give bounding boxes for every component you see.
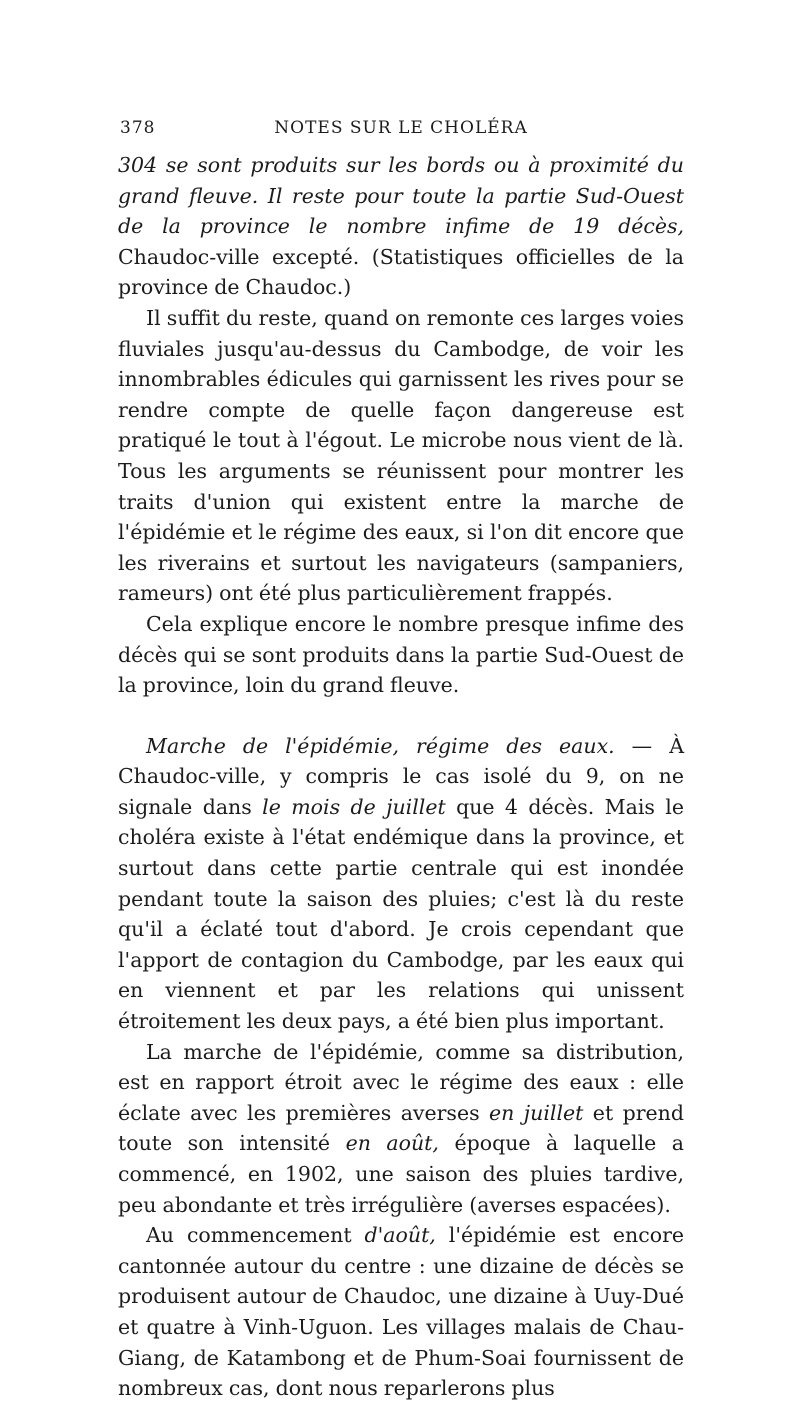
italic-run: 304 se sont produits sur les bords ou à proximité du grand fleuve. Il reste pour toute la partie Sud-Ouest de la province le nombre infime de 19 décès,	[118, 153, 684, 239]
paragraph: Il suffit du reste, quand on remonte ces larges voies fluviales jusqu'au-dessus du Cambodge, de voir les innombrables édicules qui garnissent les rives pour se rendre compte de quelle façon dangereuse est pratiqué le tout à l'égout. Le microbe nous vient de là. Tous les arguments se réunissent pour montrer les traits d'union qui existent entre la marche de l'épidémie et le régime des eaux, si l'on dit encore que les riverains et surtout les navigateurs (sampaniers, rameurs) ont été plus particulièrement frappés.	[118, 305, 684, 606]
text-run: Chaudoc-ville excepté. (Statistiques officielles de la province de Chaudoc.)	[118, 244, 684, 300]
text-run: La marche de l'épidémie, comme sa distribution, est en rapport étroit avec le régime des eaux : elle éclate avec les premières averses	[118, 1039, 684, 1125]
paragraph	[118, 1220, 684, 1404]
paragraph: Cela explique encore le nombre presque infime des décès qui se sont produits dans la partie Sud-Ouest de la province, loin du grand fleuve.	[118, 611, 684, 698]
italic-run: en août,	[345, 1131, 439, 1156]
italic-run: en juillet	[489, 1100, 584, 1125]
page-number: 378	[120, 118, 156, 138]
text-run: époque à laquelle a commencé, en 1902, une saison des pluies tardive, peu abondante et très irrégulière (averses espacées).	[118, 1131, 685, 1217]
italic-run: d'août,	[364, 1223, 436, 1248]
text-run: Au commencement	[146, 1223, 365, 1248]
paragraph-continuation	[118, 150, 684, 303]
italic-run: le mois de juillet	[262, 794, 446, 819]
paragraph	[118, 1037, 684, 1221]
text-run: — À Chaudoc-ville, y compris le cas isolé du 9, on ne signale dans	[118, 733, 684, 819]
text-run: que 4 décès. Mais le choléra existe à l'état endémique dans la province, et surtout dans cette partie centrale qui est inondée pendant toute la saison des pluies; c'est là du reste qu'il a éclaté tout d'abord. Je crois cependant que l'apport de contagion du Cambodge, par les eaux qui en viennent et par les relations qui unissent étroitement les deux pays, a été bien plus important.	[118, 794, 684, 1034]
text-run: et prend toute son intensité	[118, 1100, 684, 1156]
text-run: l'épidémie est encore cantonnée autour du centre : une dizaine de décès se produisent autour de Chaudoc, une dizaine à Uuy-Dué et quatre à Vinh-Uguon. Les villages malais de Chau-Giang, de Katambong et de Phum-Soai fournissent de nombreux cas, dont nous reparlerons plus	[118, 1223, 684, 1401]
section-title: Marche de l'épidémie, régime des eaux.	[146, 733, 615, 758]
body-text	[118, 150, 684, 1404]
section-paragraph	[118, 731, 684, 1037]
page-header	[120, 118, 682, 144]
running-title: NOTES SUR LE CHOLÉRA	[274, 118, 528, 138]
